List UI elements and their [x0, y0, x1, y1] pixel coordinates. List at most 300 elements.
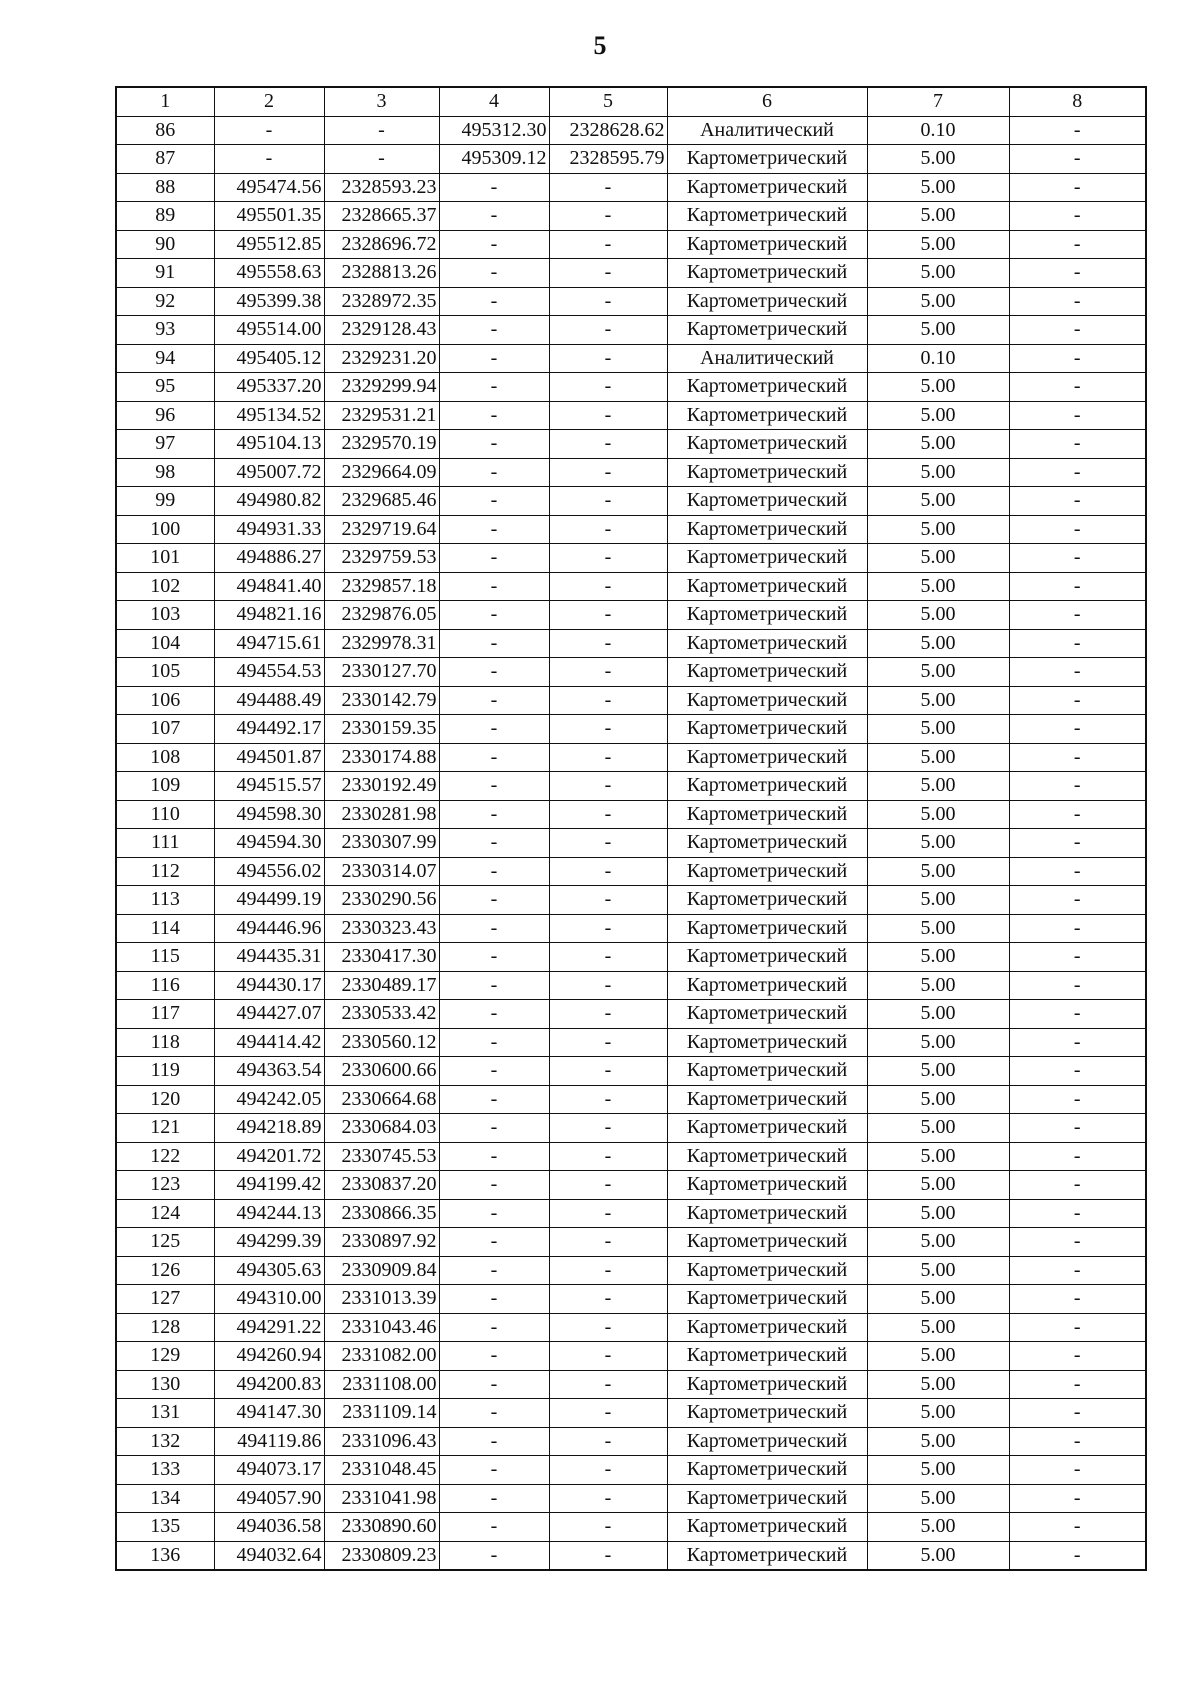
x-coordinate-cell: 494310.00	[214, 1285, 324, 1314]
table-row	[116, 230, 1146, 259]
point-number-cell: 95	[116, 373, 214, 402]
y-coordinate-new-cell: 2328628.62	[549, 116, 667, 145]
accuracy-cell: 5.00	[867, 1313, 1009, 1342]
y-coordinate-cell: 2330127.70	[324, 658, 439, 687]
x-coordinate-new-cell: -	[439, 1456, 549, 1485]
table-row	[116, 1171, 1146, 1200]
description-cell: -	[1009, 1028, 1146, 1057]
description-cell: -	[1009, 743, 1146, 772]
x-coordinate-new-cell: -	[439, 658, 549, 687]
accuracy-cell: 5.00	[867, 715, 1009, 744]
table-body	[116, 116, 1146, 1570]
point-number-cell: 124	[116, 1199, 214, 1228]
table-row	[116, 287, 1146, 316]
method-cell: Картометрический	[667, 857, 867, 886]
accuracy-cell: 5.00	[867, 1285, 1009, 1314]
x-coordinate-cell: 494931.33	[214, 515, 324, 544]
x-coordinate-cell: 494244.13	[214, 1199, 324, 1228]
description-cell: -	[1009, 857, 1146, 886]
y-coordinate-cell: 2330174.88	[324, 743, 439, 772]
accuracy-cell: 0.10	[867, 116, 1009, 145]
y-coordinate-new-cell: -	[549, 230, 667, 259]
y-coordinate-cell: 2330307.99	[324, 829, 439, 858]
x-coordinate-new-cell: -	[439, 230, 549, 259]
x-coordinate-new-cell: -	[439, 202, 549, 231]
method-cell: Картометрический	[667, 829, 867, 858]
x-coordinate-cell: 494501.87	[214, 743, 324, 772]
method-cell: Картометрический	[667, 1199, 867, 1228]
point-number-cell: 87	[116, 145, 214, 174]
description-cell: -	[1009, 1199, 1146, 1228]
y-coordinate-new-cell: -	[549, 572, 667, 601]
table-row	[116, 430, 1146, 459]
x-coordinate-cell: 495104.13	[214, 430, 324, 459]
method-cell: Картометрический	[667, 1370, 867, 1399]
table-row	[116, 857, 1146, 886]
table-row	[116, 829, 1146, 858]
description-cell: -	[1009, 800, 1146, 829]
table-row	[116, 943, 1146, 972]
x-coordinate-cell: 495512.85	[214, 230, 324, 259]
y-coordinate-cell: 2330323.43	[324, 914, 439, 943]
x-coordinate-cell: 494201.72	[214, 1142, 324, 1171]
x-coordinate-cell: 495501.35	[214, 202, 324, 231]
accuracy-cell: 5.00	[867, 430, 1009, 459]
table-row	[116, 487, 1146, 516]
y-coordinate-cell: 2330909.84	[324, 1256, 439, 1285]
point-number-cell: 134	[116, 1484, 214, 1513]
method-cell: Картометрический	[667, 1000, 867, 1029]
x-coordinate-cell: 494032.64	[214, 1541, 324, 1570]
point-number-cell: 112	[116, 857, 214, 886]
method-cell: Картометрический	[667, 1114, 867, 1143]
y-coordinate-cell: 2329685.46	[324, 487, 439, 516]
x-coordinate-new-cell: -	[439, 886, 549, 915]
x-coordinate-cell: 494594.30	[214, 829, 324, 858]
x-coordinate-new-cell: 495312.30	[439, 116, 549, 145]
method-cell: Картометрический	[667, 202, 867, 231]
x-coordinate-new-cell: -	[439, 1057, 549, 1086]
description-cell: -	[1009, 829, 1146, 858]
y-coordinate-cell: 2331013.39	[324, 1285, 439, 1314]
x-coordinate-cell: -	[214, 116, 324, 145]
y-coordinate-new-cell: -	[549, 1427, 667, 1456]
x-coordinate-cell: 494598.30	[214, 800, 324, 829]
point-number-cell: 86	[116, 116, 214, 145]
x-coordinate-new-cell: -	[439, 686, 549, 715]
accuracy-cell: 5.00	[867, 316, 1009, 345]
y-coordinate-new-cell: -	[549, 1456, 667, 1485]
accuracy-cell: 5.00	[867, 658, 1009, 687]
x-coordinate-new-cell: -	[439, 601, 549, 630]
y-coordinate-new-cell: -	[549, 1085, 667, 1114]
table-row	[116, 886, 1146, 915]
table-row	[116, 1313, 1146, 1342]
table-row	[116, 686, 1146, 715]
y-coordinate-new-cell: -	[549, 1028, 667, 1057]
point-number-cell: 105	[116, 658, 214, 687]
method-cell: Картометрический	[667, 971, 867, 1000]
y-coordinate-cell: 2328665.37	[324, 202, 439, 231]
description-cell: -	[1009, 686, 1146, 715]
point-number-cell: 99	[116, 487, 214, 516]
method-cell: Картометрический	[667, 715, 867, 744]
method-cell: Картометрический	[667, 316, 867, 345]
y-coordinate-new-cell: -	[549, 287, 667, 316]
x-coordinate-new-cell: -	[439, 1199, 549, 1228]
method-cell: Картометрический	[667, 1313, 867, 1342]
table-row	[116, 401, 1146, 430]
x-coordinate-cell: 494057.90	[214, 1484, 324, 1513]
x-coordinate-new-cell: -	[439, 629, 549, 658]
table-row	[116, 1228, 1146, 1257]
y-coordinate-new-cell: -	[549, 772, 667, 801]
description-cell: -	[1009, 145, 1146, 174]
accuracy-cell: 5.00	[867, 601, 1009, 630]
method-cell: Картометрический	[667, 743, 867, 772]
accuracy-cell: 5.00	[867, 1142, 1009, 1171]
x-coordinate-cell: 494305.63	[214, 1256, 324, 1285]
y-coordinate-cell: 2331043.46	[324, 1313, 439, 1342]
header-row	[116, 87, 1146, 116]
page-number: 5	[593, 31, 607, 60]
table-row	[116, 145, 1146, 174]
y-coordinate-cell: 2330664.68	[324, 1085, 439, 1114]
table-row	[116, 1285, 1146, 1314]
description-cell: -	[1009, 259, 1146, 288]
point-number-cell: 122	[116, 1142, 214, 1171]
method-cell: Картометрический	[667, 1085, 867, 1114]
y-coordinate-new-cell: -	[549, 658, 667, 687]
method-cell: Картометрический	[667, 686, 867, 715]
x-coordinate-new-cell: -	[439, 1342, 549, 1371]
point-number-cell: 136	[116, 1541, 214, 1570]
x-coordinate-cell: 494414.42	[214, 1028, 324, 1057]
description-cell: -	[1009, 373, 1146, 402]
method-cell: Картометрический	[667, 1057, 867, 1086]
table-row	[116, 1541, 1146, 1570]
y-coordinate-cell: 2330533.42	[324, 1000, 439, 1029]
description-cell: -	[1009, 344, 1146, 373]
y-coordinate-new-cell: -	[549, 743, 667, 772]
x-coordinate-new-cell: -	[439, 1370, 549, 1399]
point-number-cell: 106	[116, 686, 214, 715]
x-coordinate-cell: 494556.02	[214, 857, 324, 886]
x-coordinate-new-cell: -	[439, 1228, 549, 1257]
accuracy-cell: 5.00	[867, 1171, 1009, 1200]
table-row	[116, 1000, 1146, 1029]
table-row	[116, 743, 1146, 772]
y-coordinate-new-cell: -	[549, 1541, 667, 1570]
method-cell: Картометрический	[667, 515, 867, 544]
y-coordinate-new-cell: -	[549, 1370, 667, 1399]
y-coordinate-cell: 2330890.60	[324, 1513, 439, 1542]
point-number-cell: 101	[116, 544, 214, 573]
method-cell: Картометрический	[667, 886, 867, 915]
method-cell: Картометрический	[667, 601, 867, 630]
point-number-cell: 126	[116, 1256, 214, 1285]
accuracy-cell: 5.00	[867, 686, 1009, 715]
accuracy-cell: 5.00	[867, 287, 1009, 316]
table-row	[116, 1057, 1146, 1086]
y-coordinate-cell: 2331041.98	[324, 1484, 439, 1513]
method-cell: Картометрический	[667, 1028, 867, 1057]
x-coordinate-new-cell: -	[439, 1085, 549, 1114]
method-cell: Картометрический	[667, 173, 867, 202]
x-coordinate-cell: 495337.20	[214, 373, 324, 402]
y-coordinate-cell: 2329231.20	[324, 344, 439, 373]
description-cell: -	[1009, 1427, 1146, 1456]
accuracy-cell: 5.00	[867, 1399, 1009, 1428]
y-coordinate-new-cell: -	[549, 886, 667, 915]
x-coordinate-new-cell: -	[439, 1484, 549, 1513]
y-coordinate-new-cell: -	[549, 373, 667, 402]
y-coordinate-cell: 2331082.00	[324, 1342, 439, 1371]
y-coordinate-new-cell: -	[549, 800, 667, 829]
method-cell: Картометрический	[667, 373, 867, 402]
x-coordinate-new-cell: -	[439, 1000, 549, 1029]
accuracy-cell: 5.00	[867, 487, 1009, 516]
y-coordinate-new-cell: -	[549, 1228, 667, 1257]
point-number-cell: 93	[116, 316, 214, 345]
y-coordinate-cell: 2328593.23	[324, 173, 439, 202]
y-coordinate-cell: 2331048.45	[324, 1456, 439, 1485]
method-cell: Аналитический	[667, 116, 867, 145]
point-number-cell: 110	[116, 800, 214, 829]
table-row	[116, 1114, 1146, 1143]
point-number-cell: 116	[116, 971, 214, 1000]
table-row	[116, 1427, 1146, 1456]
description-cell: -	[1009, 629, 1146, 658]
table-row	[116, 629, 1146, 658]
x-coordinate-new-cell: -	[439, 1256, 549, 1285]
x-coordinate-cell: 495558.63	[214, 259, 324, 288]
accuracy-cell: 0.10	[867, 344, 1009, 373]
y-coordinate-cell: 2328696.72	[324, 230, 439, 259]
method-cell: Картометрический	[667, 914, 867, 943]
y-coordinate-cell: 2329570.19	[324, 430, 439, 459]
description-cell: -	[1009, 1370, 1146, 1399]
point-number-cell: 131	[116, 1399, 214, 1428]
description-cell: -	[1009, 230, 1146, 259]
column-header: 3	[324, 87, 439, 116]
x-coordinate-new-cell: -	[439, 373, 549, 402]
x-coordinate-cell: 495007.72	[214, 458, 324, 487]
x-coordinate-new-cell: -	[439, 857, 549, 886]
accuracy-cell: 5.00	[867, 1342, 1009, 1371]
y-coordinate-new-cell: -	[549, 715, 667, 744]
y-coordinate-cell: 2329978.31	[324, 629, 439, 658]
x-coordinate-new-cell: -	[439, 487, 549, 516]
method-cell: Картометрический	[667, 800, 867, 829]
method-cell: Картометрический	[667, 1541, 867, 1570]
description-cell: -	[1009, 572, 1146, 601]
description-cell: -	[1009, 658, 1146, 687]
x-coordinate-new-cell: -	[439, 914, 549, 943]
point-number-cell: 107	[116, 715, 214, 744]
y-coordinate-new-cell: -	[549, 629, 667, 658]
y-coordinate-cell: 2331109.14	[324, 1399, 439, 1428]
accuracy-cell: 5.00	[867, 202, 1009, 231]
y-coordinate-new-cell: -	[549, 1171, 667, 1200]
accuracy-cell: 5.00	[867, 1427, 1009, 1456]
accuracy-cell: 5.00	[867, 857, 1009, 886]
description-cell: -	[1009, 202, 1146, 231]
accuracy-cell: 5.00	[867, 800, 1009, 829]
point-number-cell: 91	[116, 259, 214, 288]
point-number-cell: 90	[116, 230, 214, 259]
x-coordinate-cell: 494492.17	[214, 715, 324, 744]
method-cell: Картометрический	[667, 1427, 867, 1456]
y-coordinate-cell: 2330897.92	[324, 1228, 439, 1257]
accuracy-cell: 5.00	[867, 1484, 1009, 1513]
accuracy-cell: 5.00	[867, 1513, 1009, 1542]
y-coordinate-cell: 2329664.09	[324, 458, 439, 487]
x-coordinate-cell: 494435.31	[214, 943, 324, 972]
description-cell: -	[1009, 943, 1146, 972]
point-number-cell: 108	[116, 743, 214, 772]
y-coordinate-cell: 2331108.00	[324, 1370, 439, 1399]
x-coordinate-new-cell: -	[439, 316, 549, 345]
x-coordinate-cell: 494715.61	[214, 629, 324, 658]
accuracy-cell: 5.00	[867, 629, 1009, 658]
x-coordinate-new-cell: -	[439, 1285, 549, 1314]
x-coordinate-cell: 494980.82	[214, 487, 324, 516]
y-coordinate-new-cell: -	[549, 487, 667, 516]
x-coordinate-cell: 494821.16	[214, 601, 324, 630]
point-number-cell: 97	[116, 430, 214, 459]
y-coordinate-cell: 2330281.98	[324, 800, 439, 829]
description-cell: -	[1009, 1513, 1146, 1542]
table-row	[116, 1513, 1146, 1542]
y-coordinate-new-cell: -	[549, 829, 667, 858]
point-number-cell: 135	[116, 1513, 214, 1542]
accuracy-cell: 5.00	[867, 230, 1009, 259]
y-coordinate-new-cell: -	[549, 686, 667, 715]
description-cell: -	[1009, 886, 1146, 915]
x-coordinate-cell: 494427.07	[214, 1000, 324, 1029]
method-cell: Картометрический	[667, 145, 867, 174]
y-coordinate-cell: 2329759.53	[324, 544, 439, 573]
y-coordinate-cell: 2330142.79	[324, 686, 439, 715]
method-cell: Картометрический	[667, 230, 867, 259]
point-number-cell: 128	[116, 1313, 214, 1342]
x-coordinate-cell: 495134.52	[214, 401, 324, 430]
method-cell: Картометрический	[667, 1256, 867, 1285]
point-number-cell: 113	[116, 886, 214, 915]
method-cell: Картометрический	[667, 943, 867, 972]
accuracy-cell: 5.00	[867, 1228, 1009, 1257]
x-coordinate-cell: 494073.17	[214, 1456, 324, 1485]
x-coordinate-new-cell: -	[439, 1513, 549, 1542]
method-cell: Картометрический	[667, 458, 867, 487]
table-row	[116, 1199, 1146, 1228]
description-cell: -	[1009, 1313, 1146, 1342]
y-coordinate-cell: 2330600.66	[324, 1057, 439, 1086]
x-coordinate-cell: 494218.89	[214, 1114, 324, 1143]
x-coordinate-cell: 494199.42	[214, 1171, 324, 1200]
y-coordinate-new-cell: -	[549, 1142, 667, 1171]
x-coordinate-cell: 494200.83	[214, 1370, 324, 1399]
point-number-cell: 115	[116, 943, 214, 972]
accuracy-cell: 5.00	[867, 743, 1009, 772]
y-coordinate-new-cell: -	[549, 316, 667, 345]
accuracy-cell: 5.00	[867, 401, 1009, 430]
y-coordinate-new-cell: -	[549, 344, 667, 373]
table-row	[116, 1085, 1146, 1114]
column-header: 7	[867, 87, 1009, 116]
method-cell: Картометрический	[667, 287, 867, 316]
column-header: 6	[667, 87, 867, 116]
table-row	[116, 715, 1146, 744]
table-header	[116, 87, 1146, 116]
description-cell: -	[1009, 772, 1146, 801]
y-coordinate-new-cell: -	[549, 544, 667, 573]
table-row	[116, 572, 1146, 601]
point-number-cell: 111	[116, 829, 214, 858]
description-cell: -	[1009, 458, 1146, 487]
x-coordinate-new-cell: -	[439, 971, 549, 1000]
table-row	[116, 373, 1146, 402]
x-coordinate-new-cell: 495309.12	[439, 145, 549, 174]
y-coordinate-new-cell: -	[549, 1313, 667, 1342]
x-coordinate-new-cell: -	[439, 1114, 549, 1143]
method-cell: Картометрический	[667, 1484, 867, 1513]
y-coordinate-new-cell: -	[549, 1342, 667, 1371]
y-coordinate-new-cell: -	[549, 515, 667, 544]
x-coordinate-cell: 494446.96	[214, 914, 324, 943]
table-row	[116, 259, 1146, 288]
x-coordinate-cell: 495474.56	[214, 173, 324, 202]
method-cell: Картометрический	[667, 658, 867, 687]
table-row	[116, 1028, 1146, 1057]
description-cell: -	[1009, 1456, 1146, 1485]
x-coordinate-new-cell: -	[439, 1427, 549, 1456]
point-number-cell: 127	[116, 1285, 214, 1314]
accuracy-cell: 5.00	[867, 1028, 1009, 1057]
method-cell: Аналитический	[667, 344, 867, 373]
accuracy-cell: 5.00	[867, 1114, 1009, 1143]
column-header: 4	[439, 87, 549, 116]
point-number-cell: 125	[116, 1228, 214, 1257]
point-number-cell: 117	[116, 1000, 214, 1029]
accuracy-cell: 5.00	[867, 914, 1009, 943]
table-row	[116, 116, 1146, 145]
description-cell: -	[1009, 1484, 1146, 1513]
table-row	[116, 1256, 1146, 1285]
x-coordinate-cell: 494363.54	[214, 1057, 324, 1086]
method-cell: Картометрический	[667, 487, 867, 516]
x-coordinate-new-cell: -	[439, 287, 549, 316]
y-coordinate-new-cell: -	[549, 601, 667, 630]
point-number-cell: 88	[116, 173, 214, 202]
y-coordinate-cell: 2328813.26	[324, 259, 439, 288]
description-cell: -	[1009, 1057, 1146, 1086]
y-coordinate-new-cell: -	[549, 259, 667, 288]
x-coordinate-new-cell: -	[439, 544, 549, 573]
description-cell: -	[1009, 1000, 1146, 1029]
y-coordinate-new-cell: -	[549, 914, 667, 943]
y-coordinate-new-cell: -	[549, 1000, 667, 1029]
method-cell: Картометрический	[667, 1142, 867, 1171]
y-coordinate-cell: 2330290.56	[324, 886, 439, 915]
x-coordinate-cell: 494260.94	[214, 1342, 324, 1371]
table-row	[116, 1399, 1146, 1428]
y-coordinate-cell: 2330417.30	[324, 943, 439, 972]
table-row	[116, 601, 1146, 630]
x-coordinate-cell: 494119.86	[214, 1427, 324, 1456]
description-cell: -	[1009, 287, 1146, 316]
